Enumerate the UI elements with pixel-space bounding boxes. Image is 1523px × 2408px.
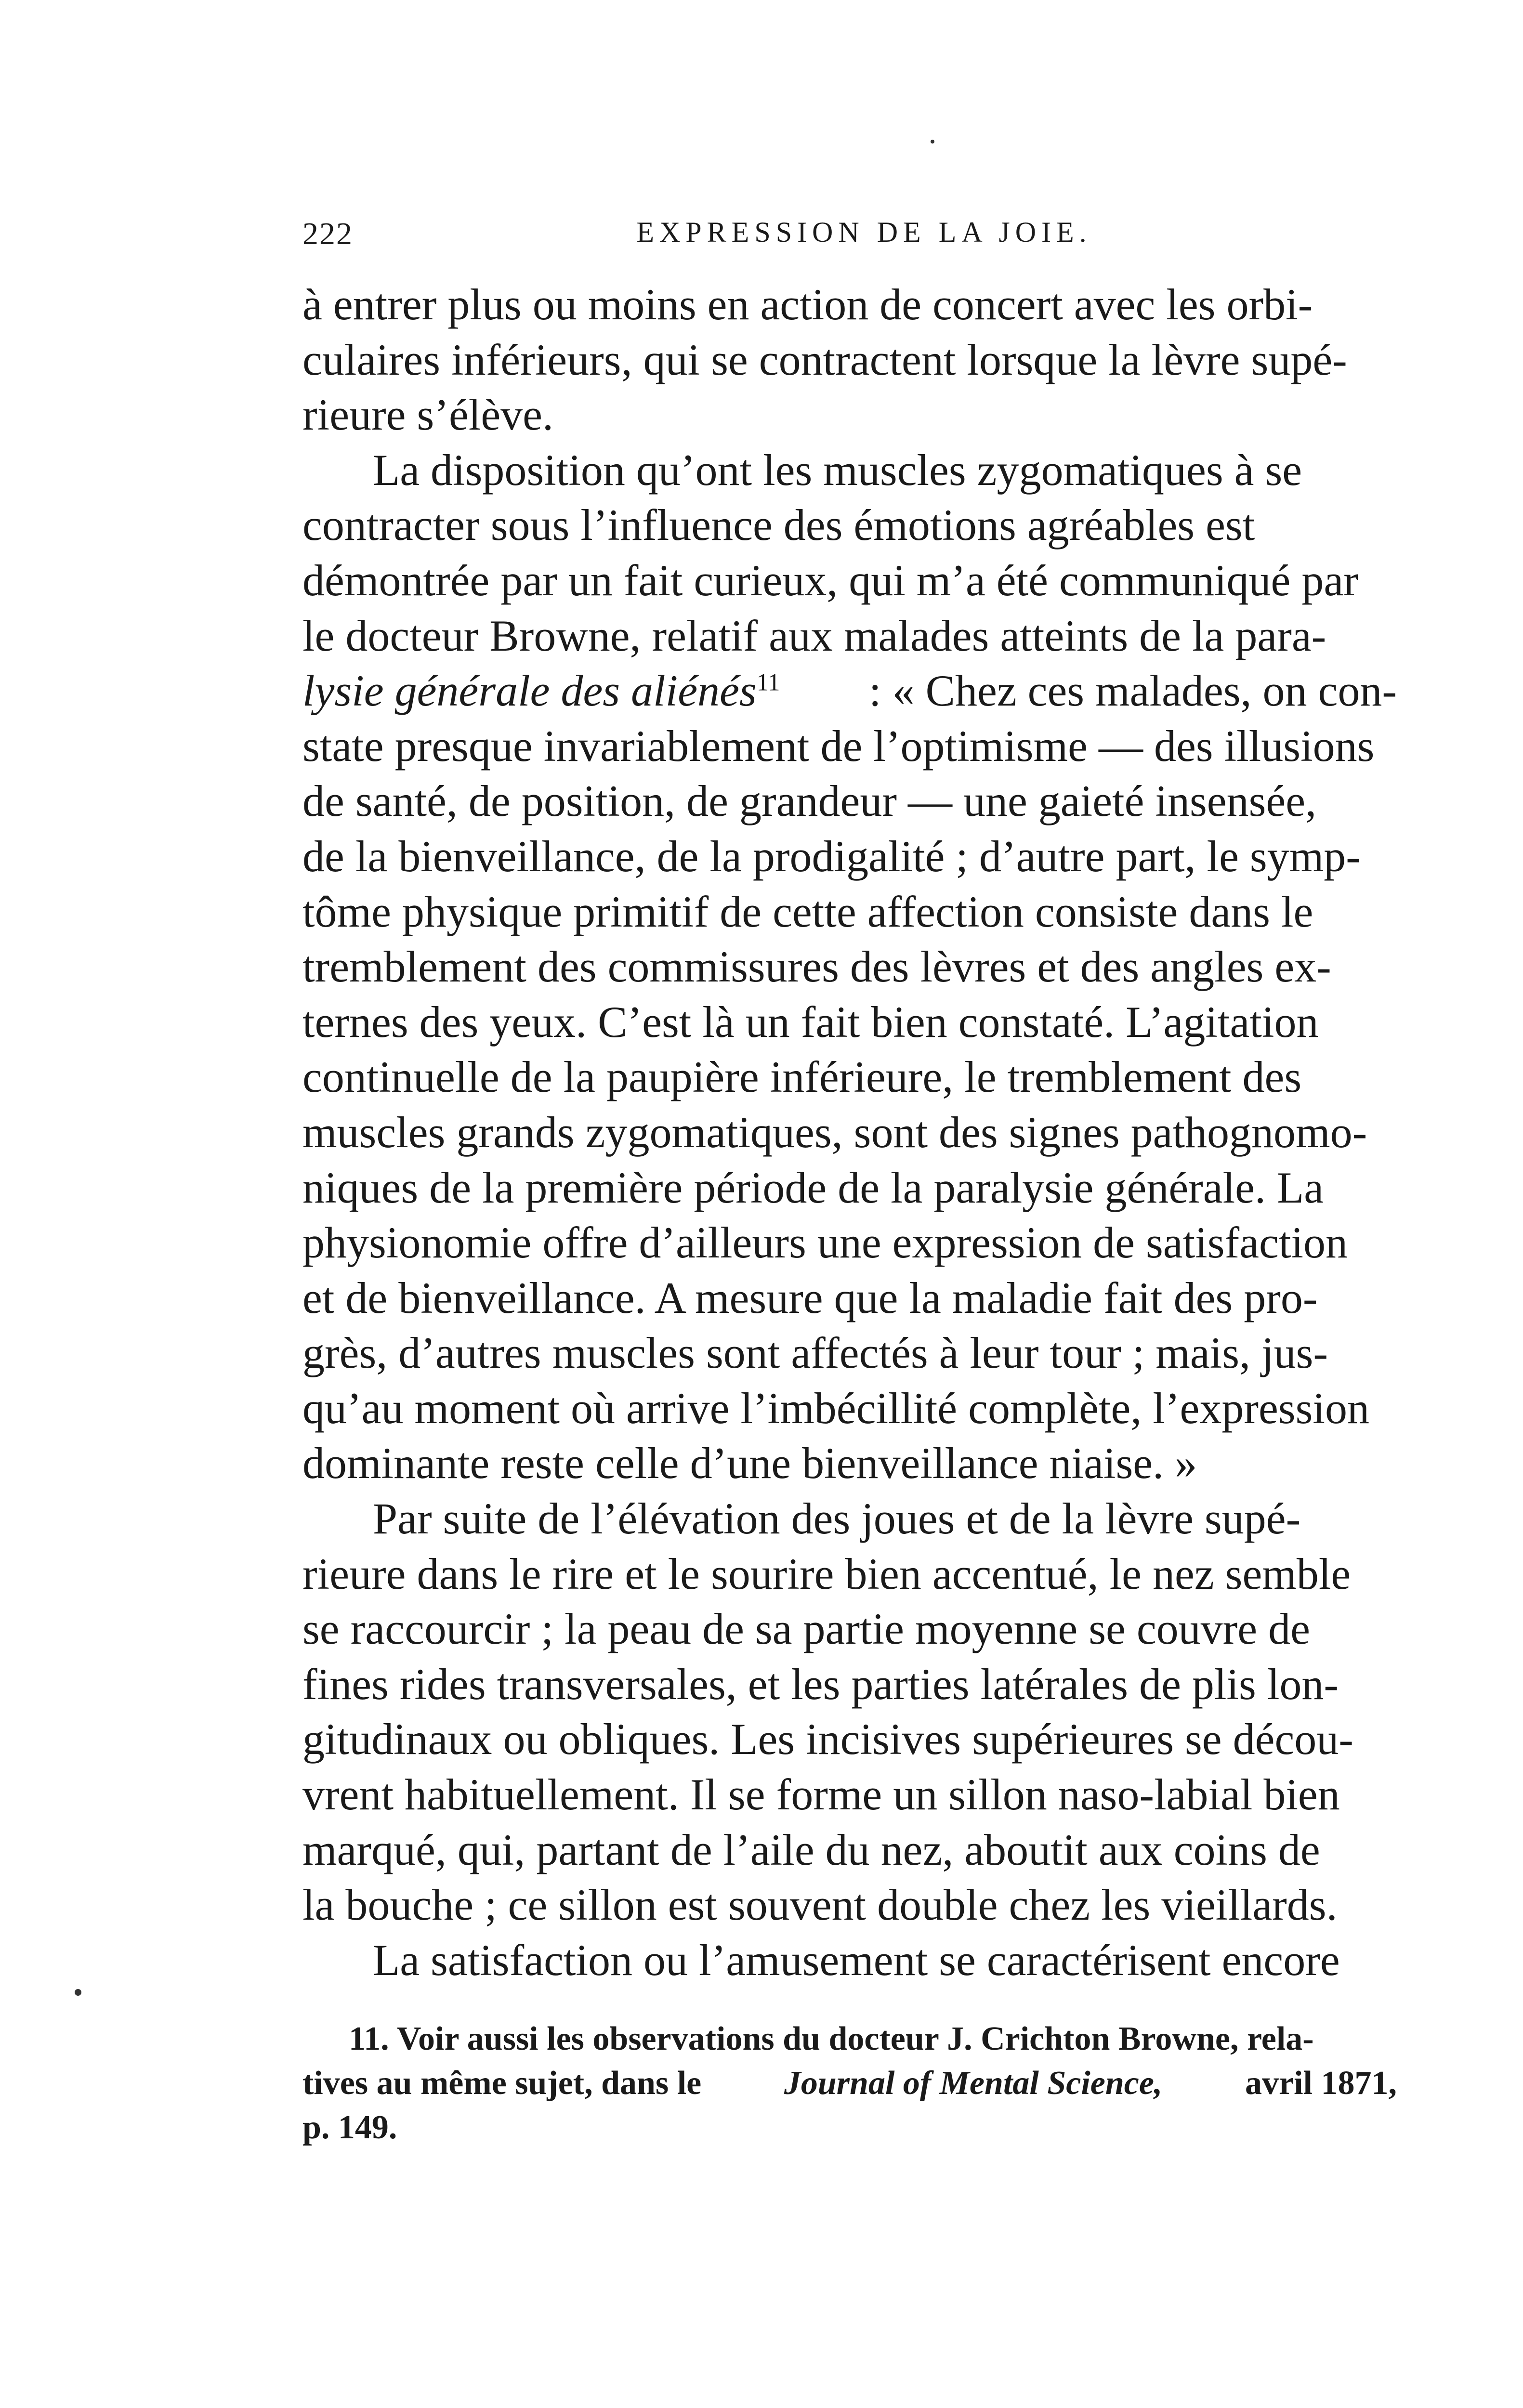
running-title: EXPRESSION DE LA JOIE. [636, 216, 1092, 248]
text-line: à entrer plus ou moins en action de concert avec les orbi- [302, 280, 1313, 329]
text-line: marqué, qui, partant de l’aile du nez, aboutit aux coins de [302, 1825, 1320, 1874]
text-line: de la bienveillance, de la prodigalité ; d’autre part, le symp- [302, 831, 1361, 881]
text-line: le docteur Browne, relatif aux malades atteints de la para- [302, 611, 1326, 660]
scan-speck [931, 140, 934, 144]
text-line: qu’au moment où arrive l’imbécillité complète, l’expression [302, 1383, 1369, 1433]
journal-title: Journal of Mental Science, [784, 2065, 1163, 2102]
scan-speck [75, 1989, 81, 1996]
text-line: tôme physique primitif de cette affection consiste dans le [302, 887, 1313, 936]
text-line: La satisfaction ou l’amusement se caractérisent encore [373, 1935, 1340, 1985]
footnote-line: p. 149. [302, 2109, 397, 2146]
text-line: rieure dans le rire et le sourire bien accentué, le nez semble [302, 1549, 1351, 1598]
text-line: Par suite de l’élévation des joues et de la lèvre supé- [373, 1494, 1301, 1544]
page-number: 222 [302, 216, 353, 251]
text-line: muscles grands zygomatiques, sont des signes pathognomo- [302, 1107, 1367, 1157]
text-line: de santé, de position, de grandeur — une gaieté insensée, [302, 776, 1317, 826]
text-line: lysie générale des aliénés$^{11}$ : « Chez ces malades, on con- [302, 666, 1397, 716]
main-text [302, 277, 1397, 1988]
text-line: la bouche ; ce sillon est souvent double chez les vieillards. [302, 1880, 1338, 1930]
text-line: démontrée par un fait curieux, qui m’a été communiqué par [302, 555, 1358, 605]
footnote [302, 2017, 1397, 2150]
footnote-line: 11. Voir aussi les observations du docteur J. Crichton Browne, rela- [349, 2020, 1314, 2057]
text-line: niques de la première période de la paralysie générale. La [302, 1163, 1324, 1212]
footnote-ref: 11 [756, 668, 780, 696]
text-line: ternes des yeux. C’est là un fait bien constaté. L’agitation [302, 997, 1319, 1047]
footnote-number: 11. [349, 2020, 389, 2057]
text-line: vrent habituellement. Il se forme un sillon naso-labial bien [302, 1770, 1340, 1819]
text-line: gitudinaux ou obliques. Les incisives supérieures se décou- [302, 1714, 1353, 1764]
text-line: physionomie offre d’ailleurs une expression de satisfaction [302, 1218, 1348, 1268]
text-line: La disposition qu’ont les muscles zygomatiques à se [373, 445, 1302, 495]
text-line: dominante reste celle d’une bienveillance niaise. » [302, 1439, 1197, 1488]
text-line: state presque invariablement de l’optimisme — des illusions [302, 721, 1375, 771]
text-line: culaires inférieurs, qui se contractent lorsque la lèvre supé- [302, 335, 1347, 384]
text-line: continuelle de la paupière inférieure, le tremblement des [302, 1052, 1302, 1102]
italic-term: lysie générale des aliénés [302, 666, 757, 716]
text-line: se raccourcir ; la peau de sa partie moyenne se couvre de [302, 1604, 1310, 1654]
page-header [302, 207, 1397, 260]
text-line: grès, d’autres muscles sont affectés à leur tour ; mais, jus- [302, 1328, 1328, 1378]
text-line: tremblement des commissures des lèvres et des angles ex- [302, 942, 1331, 992]
text-line: fines rides transversales, et les parties latérales de plis lon- [302, 1659, 1339, 1709]
text-line: et de bienveillance. A mesure que la maladie fait des pro- [302, 1273, 1318, 1322]
text-line: contracter sous l’influence des émotions agréables est [302, 500, 1255, 550]
footnote-line: tives au même sujet, dans le Journal of Mental Science, avril 1871, [302, 2061, 1397, 2106]
text-line: rieure s’élève. [302, 390, 554, 440]
